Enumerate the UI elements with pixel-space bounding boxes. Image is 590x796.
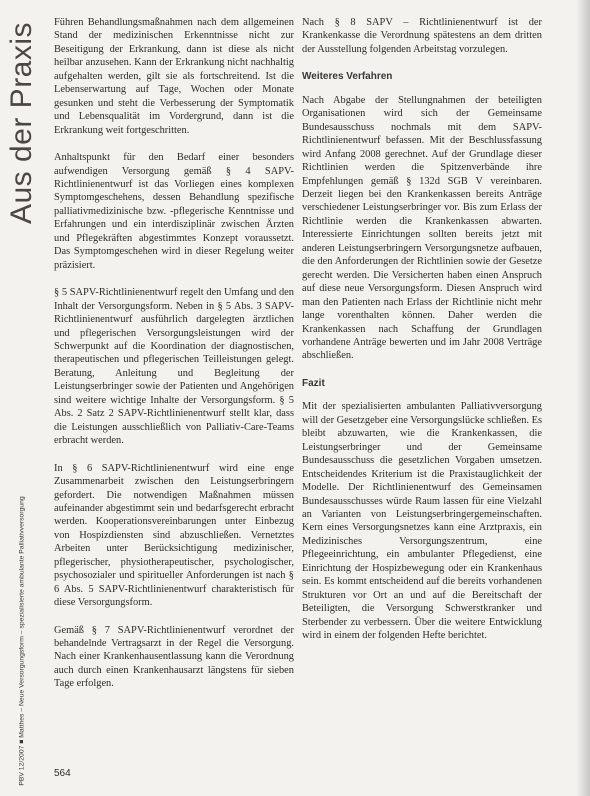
scan-edge-shadow [576,0,590,796]
paragraph: Führen Behandlungsmaßnahmen nach dem allgemeinen Stand der medizinischen Erkenntnisse nicht zur Beseitigung der Erkrankung, dann ist diese als nicht heilbar anzusehen. Kann der Erkrankung nicht nachhaltig aufgehalten werden, gilt sie als fortschreitend. Ist die Lebenserwartung auf Tage, Wochen oder Monate gesunken und steht die Verbesserung der Symptomatik und Lebensqualität im Vordergrund, dann ist die Erkrankung weit fortgeschritten. [54,17,294,136]
paragraph: Gemäß § 7 SAPV-Richtlinienentwurf verordnet der behandelnde Vertragsarzt in der Regel die Versorgung. Nach einer Krankenhausentlassung kann die Verordnung auch durch einen Krankenhausarzt längstens für sieben Tage erfolgen. [54,624,294,690]
paragraph: Nach § 8 SAPV – Richtlinienentwurf ist der Krankenkasse die Verordnung spätestens an dem dritten der Ausstellung folgenden Arbeitstag vorzulegen. [302,17,542,55]
paragraph: Mit der spezialisierten ambulanten Palliativversorgung will der Gesetzgeber eine Versorgungslücke schließen. Es bleibt abzuwarten, wie die Krankenkassen, die Leistungserbringer und der Gemeinsame Bundesausschuss die gesetzlichen Vorgaben umsetzen. Entscheidendes Kriterium ist die Praxistauglichkeit der Modelle. Der Richtlinienentwurf des Gemeinsamen Bundesausschusses würde Raum lassen für eine Vielzahl an Varianten von Leistungserbringergemeinschaften. Kern eines Versorgungsnetzes kann eine Arztpraxis, ein Medizinisches Versorgungszentrum, eine Pflegeeinrichtung, ein ambulanter Pflegedienst, eine Einrichtung der Hospizbewegung oder ein Krankenhaus sein. Es kommt entscheidend auf die bereits vorhandenen Strukturen vor Ort an und auf die Bereitschaft der Beteiligten, die Versorgung Schwerstkranker und Sterbender zu verbessern. Über die weitere Entwicklung wird in einem der folgenden Hefte berichtet. [302,401,542,642]
section-heading: Weiteres Verfahren [302,71,393,83]
section-title-text: Aus der Praxis [5,21,38,225]
paragraph: Nach Abgabe der Stellungnahmen der beteiligten Organisationen wird sich der Gemeinsame Bundesausschuss nochmals mit dem SAPV-Richtlinienentwurf befassen. Mit der Beschlussfassung wird Anfang 2008 gerechnet. Auf der Grundlage dieser Richtlinien werden die Spitzenverbände ihre Empfehlungen gemäß § 132d SGB V vereinbaren. Derzeit liegen bei den Krankenkassen bereits Anträge verschiedener Leistungserbringer vor. Bis zum Erlass der Richtlinie werden die Krankenkassen abwarten. Interessierte Einrichtungen sollten bereits jetzt mit anderen Leistungserbringern Versorgungsnetze aufbauen, die den Anforderungen der Richtlinien sowie der Gesetze gerecht werden. Die Versicherten haben einen Anspruch auf diese neue Versorgungsform. Diesen Anspruch wird man den Patienten nach Erlass der Richtlinie nicht mehr lange vorenthalten können. Daher werden die Krankenkassen nach Schaffung der Grundlagen vorhandene Anträge bewerten und im Jahr 2008 Verträge abschließen. [302,94,542,362]
section-heading: Fazit [302,377,325,389]
page-number: 564 [54,768,71,779]
paragraph: Anhaltspunkt für den Bedarf einer besonders aufwendigen Versorgung gemäß § 4 SAPV-Richtlinienentwurf ist das Vorliegen eines komplexen Symptomgeschehens, dessen Behandlung spezifische palliativmedizinische bzw. -pflegerische Kenntnisse und Erfahrungen und ein interdisziplinär zwischen Ärzten und Pflegekräften abgestimmtes Konzept voraussetzt. Das Symptomgeschehen wird in dieser Regelung weiter präzisiert. [54,152,294,271]
paragraph: In § 6 SAPV-Richtlinienentwurf wird eine enge Zusammenarbeit zwischen den Leistungserbringern gefordert. Die notwendigen Maßnahmen müssen aufeinander abgestimmt sein und bedarfsgerecht erbracht werden. Kooperationsvereinbarungen unter Einbezug von Hospizdiensten sind abzuschließen. Vernetztes Arbeiten unter Berücksichtigung medizinischer, pflegerischer, physiotherapeutischer, psychologischer, psychosozialer und spiritueller Anforderungen ist nach § 6 Abs. 5 SAPV-Richtlinienentwurf charakteristisch für diese Versorgungsform. [54,462,294,609]
journal-citation-vertical [0,496,44,786]
left-text-column [54,16,294,705]
paragraph: § 5 SAPV-Richtlinienentwurf regelt den Umfang und den Inhalt der Versorgungsform. Neben in § 5 Abs. 3 SAPV-Richtlinienentwurf ausführlich dargelegten ärztlichen und pflegerischen Versorgungsleistungen wird der Schwerpunkt auf die Koordination der diagnostischen, therapeutischen und pflegerischen Teilleistungen gelegt. Beratung, Anleitung und Begleitung der Leistungserbringer sowie der Patienten und Angehörigen sind weitere wichtige Inhalte der Versorgungsform. § 5 Abs. 2 Satz 2 SAPV-Richtlinienentwurf stellt klar, dass die Leistungen ausschließlich von Palliativ-Care-Teams erbracht werden. [54,287,294,447]
right-text-column [302,16,542,656]
journal-citation-text: PBV 12/2007 ■ Matthes – Neue Versorgungsform – spezialisierte ambulante Palliativversorgung [18,496,26,786]
section-title-vertical [0,18,44,228]
